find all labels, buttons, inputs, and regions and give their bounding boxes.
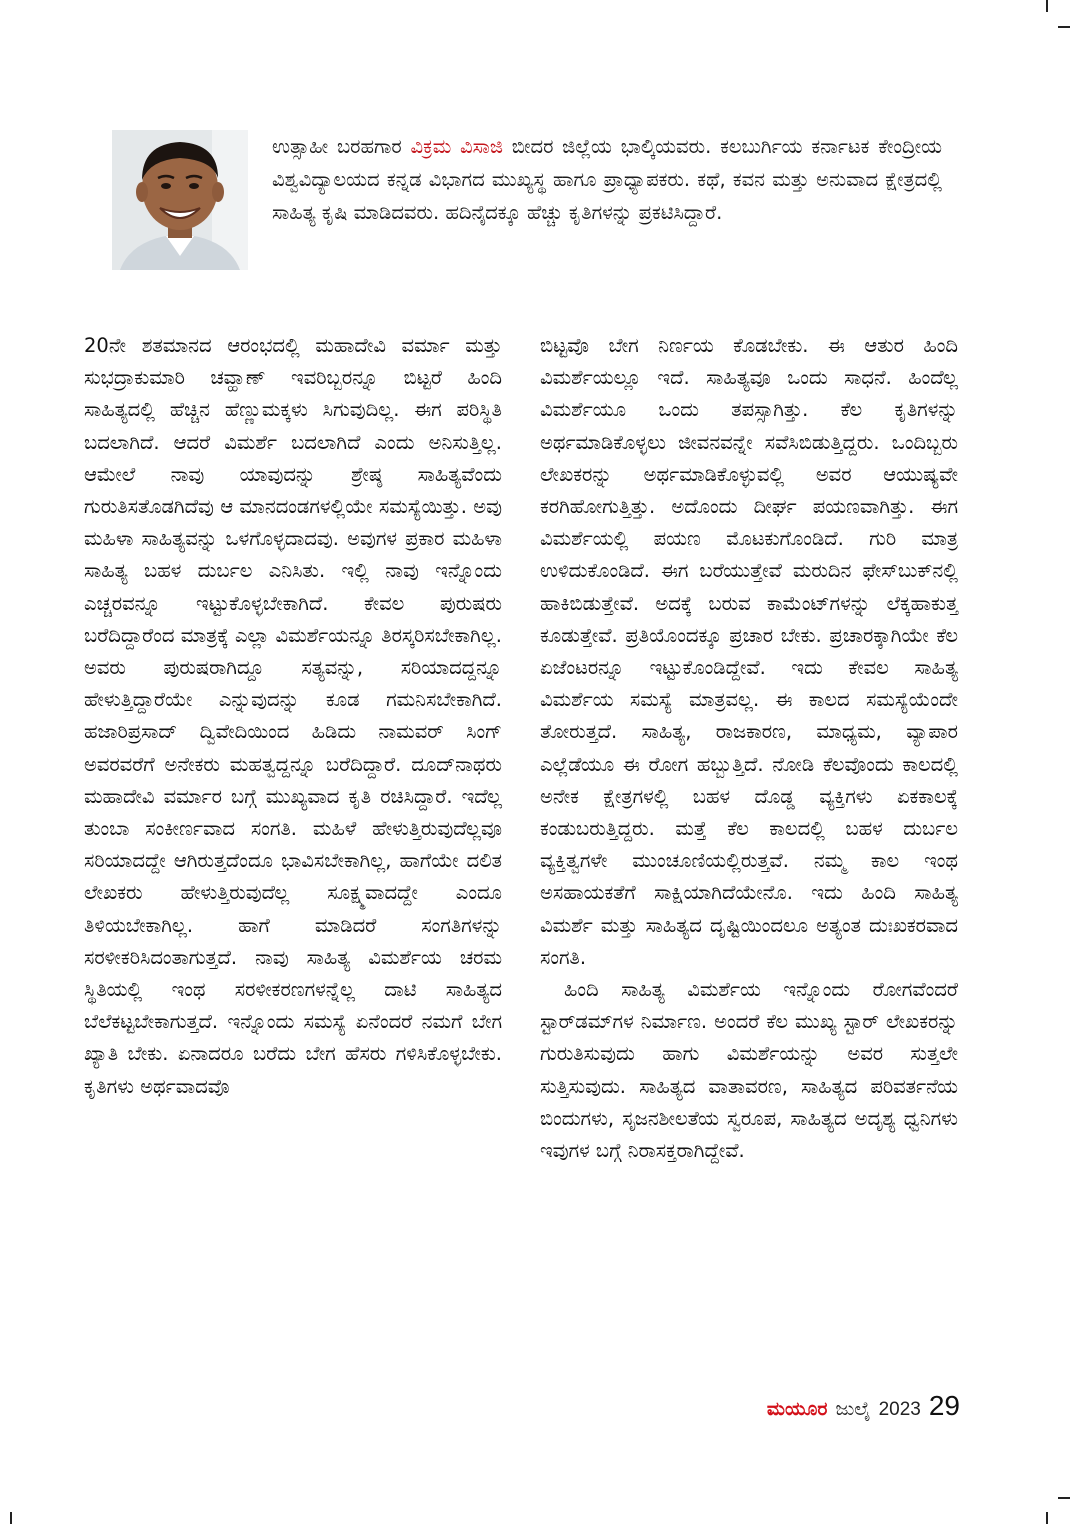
crop-mark-top-right [1046, 0, 1048, 12]
crop-mark-right-upper [1058, 26, 1070, 28]
issue-year: 2023 [878, 1399, 921, 1420]
author-bio [112, 130, 942, 272]
paragraph: 20ನೇ ಶತಮಾನದ ಆರಂಭದಲ್ಲಿ ಮಹಾದೇವಿ ವರ್ಮಾ ಮತ್ತು ಸುಭದ್ರಾಕುಮಾರಿ ಚವ್ಹಾಣ್ ಇವರಿಬ್ಬರನ್ನೂ ಬಿಟ್ಟರೆ ಹಿಂದಿ ಸಾಹಿತ್ಯದಲ್ಲಿ ಹೆಚ್ಚಿನ ಹೆಣ್ಣುಮಕ್ಕಳು ಸಿಗುವುದಿಲ್ಲ. ಈಗ ಪರಿಸ್ಥಿತಿ ಬದಲಾಗಿದೆ. ಆದರೆ ವಿಮರ್ಶೆ ಬದಲಾಗಿದೆ ಎಂದು ಅನಿಸುತ್ತಿಲ್ಲ. ಆಮೇಲೆ ನಾವು ಯಾವುದನ್ನು ಶ್ರೇಷ್ಠ ಸಾಹಿತ್ಯವೆಂದು ಗುರುತಿಸತೊಡಗಿದೆವು ಆ ಮಾನದಂಡಗಳಲ್ಲಿಯೇ ಸಮಸ್ಯೆಯಿತ್ತು. ಅವು ಮಹಿಳಾ ಸಾಹಿತ್ಯವನ್ನು ಒಳಗೊಳ್ಳದಾದವು. ಅವುಗಳ ಪ್ರಕಾರ ಮಹಿಳಾ ಸಾಹಿತ್ಯ ಬಹಳ ದುರ್ಬಲ ಎನಿಸಿತು. ಇಲ್ಲಿ ನಾವು ಇನ್ನೊಂದು ಎಚ್ಚರವನ್ನೂ ಇಟ್ಟುಕೊಳ್ಳಬೇಕಾಗಿದೆ. ಕೇವಲ ಪುರುಷರು ಬರೆದಿದ್ದಾರೆಂದ ಮಾತ್ರಕ್ಕೆ ಎಲ್ಲಾ ವಿಮರ್ಶೆಯನ್ನೂ ತಿರಸ್ಕರಿಸಬೇಕಾಗಿಲ್ಲ. ಅವರು ಪುರುಷರಾಗಿದ್ದೂ ಸತ್ಯವನ್ನು, ಸರಿಯಾದದ್ದನ್ನೂ ಹೇಳುತ್ತಿದ್ದಾರೆಯೇ ಎನ್ನುವುದನ್ನು ಕೂಡ ಗಮನಿಸಬೇಕಾಗಿದೆ. ಹಜಾರಿಪ್ರಸಾದ್ ದ್ವಿವೇದಿಯಿಂದ ಹಿಡಿದು ನಾಮವರ್ ಸಿಂಗ್ ಅವರವರೆಗೆ ಅನೇಕರು ಮಹತ್ವದ್ದನ್ನೂ ಬರೆದಿದ್ದಾರೆ. ದೂದ್‌ನಾಥರು ಮಹಾದೇವಿ ವರ್ಮಾರ ಬಗ್ಗೆ ಮುಖ್ಯವಾದ ಕೃತಿ ರಚಿಸಿದ್ದಾರೆ. ಇದೆಲ್ಲ ತುಂಬಾ ಸಂಕೀರ್ಣವಾದ ಸಂಗತಿ. ಮಹಿಳೆ ಹೇಳುತ್ತಿರುವುದೆಲ್ಲವೂ ಸರಿಯಾದದ್ದೇ ಆಗಿರುತ್ತದೆಂದೂ ಭಾವಿಸಬೇಕಾಗಿಲ್ಲ, ಹಾಗೆಯೇ ದಲಿತ ಲೇಖಕರು ಹೇಳುತ್ತಿರುವುದೆಲ್ಲ ಸೂಕ್ಷ್ಮವಾದದ್ದೇ ಎಂದೂ ತಿಳಿಯಬೇಕಾಗಿಲ್ಲ. ಹಾಗೆ ಮಾಡಿದರೆ ಸಂಗತಿಗಳನ್ನು ಸರಳೀಕರಿಸಿದಂತಾಗುತ್ತದೆ. ನಾವು ಸಾಹಿತ್ಯ ವಿಮರ್ಶೆಯ ಚರಮ ಸ್ಥಿತಿಯಲ್ಲಿ ಇಂಥ ಸರಳೀಕರಣಗಳನ್ನೆಲ್ಲ ದಾಟಿ ಸಾಹಿತ್ಯದ ಬೆಲೆಕಟ್ಟಬೇಕಾಗುತ್ತದೆ. ಇನ್ನೊಂದು ಸಮಸ್ಯೆ ಏನೆಂದರೆ ನಮಗೆ ಬೇಗ ಖ್ಯಾತಿ ಬೇಕು. ಏನಾದರೂ ಬರೆದು ಬೇಗ ಹೆಸರು ಗಳಿಸಿಕೊಳ್ಳಬೇಕು. ಕೃತಿಗಳು ಅರ್ಥವಾದವೊ [84, 334, 502, 1098]
crop-mark-right-lower [1058, 1497, 1070, 1499]
crop-mark-left-bottom [10, 1512, 12, 1524]
author-portrait-image [112, 130, 248, 270]
author-bio-text [272, 130, 942, 229]
page-footer [767, 1390, 960, 1430]
bio-rest: ಬೀದರ ಜಿಲ್ಲೆಯ ಭಾಲ್ಕಿಯವರು. ಕಲಬುರ್ಗಿಯ ಕರ್ನಾಟಕ ಕೇಂದ್ರೀಯ ವಿಶ್ವವಿದ್ಯಾಲಯದ ಕನ್ನಡ ವಿಭಾಗದ ಮುಖ್ಯಸ್ಥ ಹಾಗೂ ಪ್ರಾಧ್ಯಾಪಕರು. ಕಥೆ, ಕವನ ಮತ್ತು ಅನುವಾದ ಕ್ಷೇತ್ರದಲ್ಲಿ ಸಾಹಿತ್ಯ ಕೃಷಿ ಮಾಡಿದವರು. ಹದಿನೈದಕ್ಕೂ ಹೆಚ್ಚು ಕೃತಿಗಳನ್ನು ಪ್ರಕಟಿಸಿದ್ದಾರೆ. [272, 135, 943, 224]
author-name: ವಿಕ್ರಮ ವಿಸಾಜಿ [410, 135, 503, 158]
bio-lead: ಉತ್ಸಾಹೀ ಬರಹಗಾರ [272, 135, 402, 158]
crop-mark-bottom-right [1046, 1512, 1048, 1524]
magazine-logo: ಮಯೂರ [766, 1398, 828, 1420]
article-column-left [84, 330, 502, 1103]
paragraph: ಬಿಟ್ಟವೊ ಬೇಗ ನಿರ್ಣಯ ಕೊಡಬೇಕು. ಈ ಆತುರ ಹಿಂದಿ ವಿಮರ್ಶೆಯಲ್ಲೂ ಇದೆ. ಸಾಹಿತ್ಯವೂ ಒಂದು ಸಾಧನೆ. ಹಿಂದೆಲ್ಲ ವಿಮರ್ಶೆಯೂ ಒಂದು ತಪಸ್ಸಾಗಿತ್ತು. ಕೆಲ ಕೃತಿಗಳನ್ನು ಅರ್ಥಮಾಡಿಕೊಳ್ಳಲು ಜೀವನವನ್ನೇ ಸವೆಸಿಬಿಡುತ್ತಿದ್ದರು. ಒಂದಿಬ್ಬರು ಲೇಖಕರನ್ನು ಅರ್ಥಮಾಡಿಕೊಳ್ಳುವಲ್ಲಿ ಅವರ ಆಯುಷ್ಯವೇ ಕರಗಿಹೋಗುತ್ತಿತ್ತು. ಅದೊಂದು ದೀರ್ಘ ಪಯಣವಾಗಿತ್ತು. ಈಗ ವಿಮರ್ಶೆಯಲ್ಲಿ ಪಯಣ ಮೊಟಕುಗೊಂಡಿದೆ. ಗುರಿ ಮಾತ್ರ ಉಳಿದುಕೊಂಡಿದೆ. ಈಗ ಬರೆಯುತ್ತೇವೆ ಮರುದಿನ ಫೇಸ್‌ಬುಕ್‌ನಲ್ಲಿ ಹಾಕಿಬಿಡುತ್ತೇವೆ. ಅದಕ್ಕೆ ಬರುವ ಕಾಮೆಂಟ್‌ಗಳನ್ನು ಲೆಕ್ಕಹಾಕುತ್ತ ಕೂಡುತ್ತೇವೆ. ಪ್ರತಿಯೊಂದಕ್ಕೂ ಪ್ರಚಾರ ಬೇಕು. ಪ್ರಚಾರಕ್ಕಾಗಿಯೇ ಕೆಲ ಏಜೆಂಟರನ್ನೂ ಇಟ್ಟುಕೊಂಡಿದ್ದೇವೆ. ಇದು ಕೇವಲ ಸಾಹಿತ್ಯ ವಿಮರ್ಶೆಯ ಸಮಸ್ಯೆ ಮಾತ್ರವಲ್ಲ. ಈ ಕಾಲದ ಸಮಸ್ಯೆಯೆಂದೇ ತೋರುತ್ತದೆ. ಸಾಹಿತ್ಯ, ರಾಜಕಾರಣ, ಮಾಧ್ಯಮ, ವ್ಯಾಪಾರ ಎಲ್ಲೆಡೆಯೂ ಈ ರೋಗ ಹಬ್ಬುತ್ತಿದೆ. ನೋಡಿ ಕೆಲವೊಂದು ಕಾಲದಲ್ಲಿ ಅನೇಕ ಕ್ಷೇತ್ರಗಳಲ್ಲಿ ಬಹಳ ದೊಡ್ಡ ವ್ಯಕ್ತಿಗಳು ಏಕಕಾಲಕ್ಕೆ ಕಂಡುಬರುತ್ತಿದ್ದರು. ಮತ್ತೆ ಕೆಲ ಕಾಲದಲ್ಲಿ ಬಹಳ ದುರ್ಬಲ ವ್ಯಕ್ತಿತ್ವಗಳೇ ಮುಂಚೂಣಿಯಲ್ಲಿರುತ್ತವೆ. ನಮ್ಮ ಕಾಲ ಇಂಥ ಅಸಹಾಯಕತೆಗೆ ಸಾಕ್ಷಿಯಾಗಿದೆಯೇನೊ. ಇದು ಹಿಂದಿ ಸಾಹಿತ್ಯ ವಿಮರ್ಶೆ ಮತ್ತು ಸಾಹಿತ್ಯದ ದೃಷ್ಟಿಯಿಂದಲೂ ಅತ್ಯಂತ ದುಃಖಕರವಾದ ಸಂಗತಿ. [540, 334, 958, 969]
page-number: 29 [928, 1390, 960, 1421]
author-photo [112, 130, 248, 270]
paragraph: ಹಿಂದಿ ಸಾಹಿತ್ಯ ವಿಮರ್ಶೆಯ ಇನ್ನೊಂದು ರೋಗವೆಂದರೆ ಸ್ಟಾರ್‌ಡಮ್‌ಗಳ ನಿರ್ಮಾಣ. ಅಂದರೆ ಕೆಲ ಮುಖ್ಯ ಸ್ಟಾರ್ ಲೇಖಕರನ್ನು ಗುರುತಿಸುವುದು ಹಾಗು ವಿಮರ್ಶೆಯನ್ನು ಅವರ ಸುತ್ತಲೇ ಸುತ್ತಿಸುವುದು. ಸಾಹಿತ್ಯದ ವಾತಾವರಣ, ಸಾಹಿತ್ಯದ ಪರಿವರ್ತನೆಯ ಬಿಂದುಗಳು, ಸೃಜನಶೀಲತೆಯ ಸ್ವರೂಪ, ಸಾಹಿತ್ಯದ ಅದೃಶ್ಯ ಧ್ವನಿಗಳು ಇವುಗಳ ಬಗ್ಗೆ ನಿರಾಸಕ್ತರಾಗಿದ್ದೇವೆ. [540, 978, 958, 1163]
issue-month: ಜುಲೈ [835, 1398, 871, 1420]
article-column-right [540, 330, 958, 1167]
